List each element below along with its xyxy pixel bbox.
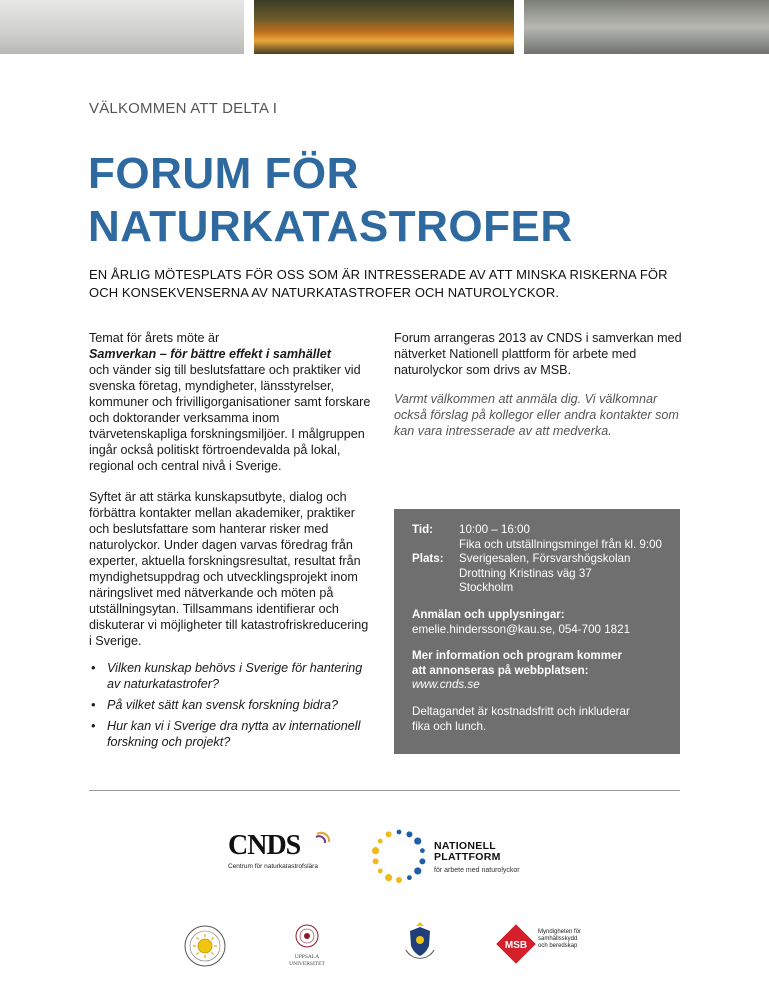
header-photo-forest-fire [254, 0, 514, 54]
left-column [89, 330, 371, 755]
welcome-heading: VÄLKOMMEN ATT DELTA I [89, 100, 278, 117]
arranged-paragraph: Forum arrangeras 2013 av CNDS i samverkan med nätverket Nationell plattform för arbete med naturolyckor som drivs av MSB. [394, 331, 682, 377]
header-photo-strip [0, 0, 769, 54]
more-info-label-1: Mer information och program kommer [412, 649, 623, 663]
signup-contact[interactable]: emelie.hindersson@kau.se, 054-700 1821 [412, 622, 631, 636]
bullet-icon: • [91, 719, 96, 733]
more-info-block [412, 649, 662, 693]
time-row [412, 523, 662, 552]
place-line-3: Stockholm [459, 581, 514, 595]
page-title [88, 147, 573, 253]
np-dot [385, 874, 392, 881]
header-photo-signs [0, 0, 244, 54]
signup-block [412, 608, 662, 637]
msb-line-1: Myndigheten för [538, 929, 582, 935]
np-dot [372, 847, 379, 854]
theme-intro: Temat för årets möte är [89, 331, 220, 345]
lede-text: EN ÅRLIG MÖTESPLATS FÖR OSS SOM ÄR INTRESSERADE AV ATT MINSKA RISKERNA FÖR OCH KONSEKVENSERNA AV NATURKATASTROFER OCH NATUROLYCKOR. [89, 267, 668, 300]
uppsala-university-logo [287, 924, 327, 967]
free-block [412, 705, 662, 734]
uppsala-line-1: UPPSALA [294, 954, 320, 960]
karlstad-university-seal [183, 924, 227, 973]
msb-line-3: och beredskap [538, 943, 578, 949]
cnds-subtitle: Centrum för naturkatastrofslära [228, 863, 318, 870]
np-dot [373, 858, 379, 864]
more-info-label-2: att annonseras på webbplatsen: [412, 663, 589, 677]
np-line-2: PLATTFORM [434, 851, 501, 863]
np-line-1: NATIONELL [434, 840, 496, 852]
signup-label: Anmälan och upplysningar: [412, 607, 565, 621]
np-subtitle: för arbete med naturolyckor [434, 867, 520, 874]
sun-seal-icon [183, 924, 227, 968]
cnds-wordmark: CNDS [228, 830, 301, 861]
msb-diamond-icon [496, 924, 536, 964]
theme-title: Samverkan – för bättre effekt i samhället [89, 347, 331, 361]
question-item: • Hur kan vi i Sverige dra nytta av internationell forskning och projekt? [91, 719, 361, 749]
time-value: 10:00 – 16:00 [459, 523, 530, 536]
forsvarshogskolan-logo [398, 920, 442, 969]
np-dot [419, 858, 425, 864]
header-photo-damaged-road [524, 0, 769, 54]
place-row [412, 552, 662, 596]
theme-paragraph [89, 330, 371, 474]
np-dot [378, 839, 383, 844]
website-link[interactable]: www.cnds.se [412, 678, 480, 692]
np-dot [378, 869, 383, 874]
uppsala-seal-icon [295, 924, 319, 948]
question-item: • På vilket sätt kan svensk forskning bidra? [91, 698, 338, 712]
bullet-icon: • [91, 698, 96, 712]
event-info-box [394, 509, 680, 754]
np-dot [397, 830, 402, 835]
question-item: • Vilken kunskap behövs i Sverige för hantering av naturkatastrofer? [91, 661, 363, 691]
dot-circle-icon [368, 825, 430, 887]
bullet-icon: • [91, 661, 96, 675]
time-extra: Fika och utställningsmingel från kl. 9:00 [459, 537, 662, 551]
np-dot [414, 867, 421, 874]
cnds-ring-icon [314, 830, 332, 852]
title-line-2: NATURKATASTROFER [88, 202, 573, 251]
np-dot [386, 831, 392, 837]
place-label: Plats: [412, 552, 444, 566]
cnds-logo [228, 832, 338, 882]
crest-icon [398, 920, 442, 964]
place-line-1: Sverigesalen, Försvarshögskolan [459, 552, 631, 566]
theme-body: och vänder sig till beslutsfattare och praktiker vid svenska företag, myndigheter, länsstyrelser, kommuner och frivilligorganisationer samt forskare och doktorander verksamma inom tvärvetenskapliga forskningsmiljöer. I målgruppen ingår också politiskt förtroendevalda på lokal, regional och central nivå i Sverige. [89, 363, 371, 473]
place-line-2: Drottning Kristinas väg 37 [459, 566, 592, 580]
nationell-plattform-logo [368, 825, 548, 887]
questions-list [89, 660, 371, 750]
footer-divider [89, 790, 680, 791]
right-column [394, 330, 684, 452]
np-dot [396, 877, 402, 883]
title-line-1: FORUM FÖR [88, 149, 359, 198]
np-dot [406, 831, 412, 837]
free-line-2: fika och lunch. [412, 719, 487, 733]
msb-line-2: samhällsskydd [538, 936, 578, 942]
np-dot [407, 875, 412, 880]
msb-mark: MSB [504, 940, 528, 951]
np-dot [414, 837, 421, 844]
purpose-paragraph: Syftet är att stärka kunskapsutbyte, dialog och förbättra kontakter mellan akademiker, praktiker och beslutsfattare som hanterar risker med naturolyckor. Under dagen varvas föredrag från experter, aktuella forskningsresultat, resultat från myndighetsuppdrag och utvecklingsprojekt inom näringslivet med nätverkande och möten på utställningsytan. Tillsammans identifierar och diskuterar vi möjligheter till katastrofriskreducering i Sverige. [89, 490, 369, 648]
welcome-note: Varmt välkommen att anmäla dig. Vi välkomnar också förslag på kollegor eller andra kontakter som kan vara intresserade av att medverka. [394, 392, 679, 438]
time-label: Tid: [412, 523, 434, 536]
np-dot [420, 848, 425, 853]
uppsala-line-2: UNIVERSITET [289, 961, 325, 967]
free-line-1: Deltagandet är kostnadsfritt och inkluderar [412, 704, 630, 718]
msb-logo [496, 924, 596, 964]
